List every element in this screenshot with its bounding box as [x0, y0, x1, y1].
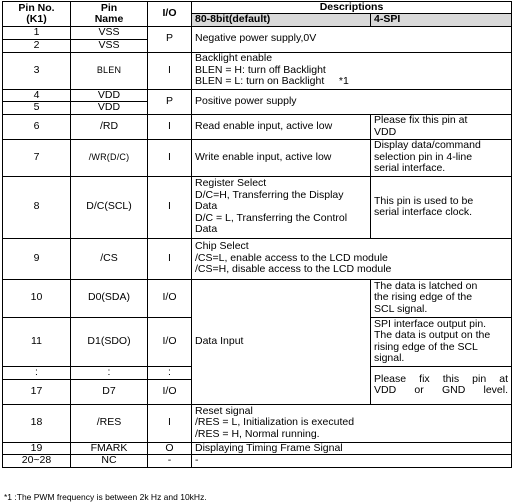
table-row — [3, 139, 512, 176]
pin-name: D/C(SCL) — [71, 176, 148, 238]
pin-name: D0(SDA) — [71, 279, 148, 317]
desc-line: Register Select — [195, 177, 267, 190]
pin-no: 6 — [3, 114, 71, 139]
table-row — [3, 279, 512, 317]
desc-line: Reset signal — [195, 404, 253, 417]
pin-io: P — [148, 26, 192, 52]
pin-no: 17 — [3, 379, 71, 404]
pin-name-header-text: Pin — [100, 1, 118, 14]
descriptions-header: Descriptions — [192, 2, 512, 14]
spi-line: selection pin in 4-line — [374, 150, 473, 163]
pin-io: P — [148, 89, 192, 114]
pin-io: I/O — [148, 379, 192, 404]
table-row — [3, 404, 512, 442]
pin-no: 19 — [3, 442, 71, 455]
pin-desc: Positive power supply — [192, 89, 512, 114]
desc-line: Chip Select — [195, 240, 249, 253]
pin-desc — [192, 52, 512, 89]
pin-no: : — [3, 366, 71, 379]
pin-no: 4 — [3, 89, 71, 102]
pin-spi — [371, 176, 512, 238]
table-row — [3, 52, 512, 89]
col-8080-header: 80-8bit(default) — [192, 14, 371, 27]
data-input-desc: Data Input — [192, 279, 371, 404]
pin-desc — [192, 176, 371, 238]
col-4spi-header: 4-SPI — [371, 14, 512, 27]
pin-name: BLEN — [71, 52, 148, 89]
table-row — [3, 455, 512, 468]
pin-name: /RES — [71, 404, 148, 442]
desc-line: Data — [195, 223, 218, 236]
pin-desc: - — [192, 455, 512, 468]
pin-name: /CS — [71, 238, 148, 279]
pin-name: VDD — [71, 102, 148, 115]
pin-name: VSS — [71, 26, 148, 39]
pin-io: I/O — [148, 279, 192, 317]
pin-io: I — [148, 238, 192, 279]
pin-spi — [371, 279, 512, 317]
desc-line: /RES = H, Normal running. — [195, 427, 320, 440]
spi-line: SPI interface output pin. — [374, 317, 487, 330]
desc-line: /CS=H, disable access to the LCD module — [195, 263, 392, 276]
pin-no: 2 — [3, 39, 71, 52]
desc-line: D/C = L, Transferring the Control — [195, 211, 348, 224]
pin-no: 7 — [3, 139, 71, 176]
spi-line: The data is output on the — [374, 329, 491, 341]
pin-name: /WR(D/C) — [71, 139, 148, 176]
pin-no: 20~28 — [3, 455, 71, 468]
pin-name: D7 — [71, 379, 148, 404]
io-header: I/O — [148, 2, 192, 27]
spi-line: Please fix this pin at — [374, 114, 468, 126]
desc-line: Data — [195, 200, 218, 213]
pin-name: FMARK — [71, 442, 148, 455]
table-row — [3, 442, 512, 455]
pin-io: O — [148, 442, 192, 455]
pin-no: 5 — [3, 102, 71, 115]
pin-io: - — [148, 455, 192, 468]
table-row — [3, 114, 512, 139]
pin-desc — [192, 404, 512, 442]
pin-io: I — [148, 139, 192, 176]
desc-line: /CS=L, enable access to the LCD module — [195, 251, 388, 264]
pin-desc — [192, 238, 512, 279]
pin-name: NC — [71, 455, 148, 468]
pin-io: I — [148, 404, 192, 442]
pin-no: 1 — [3, 26, 71, 39]
pin-no-header-text: Pin No. — [18, 1, 55, 14]
table-row — [3, 26, 512, 39]
pin-no: 8 — [3, 176, 71, 238]
pin-no: 10 — [3, 279, 71, 317]
spi-line: serial interface clock. — [374, 206, 473, 218]
pin-name-header — [71, 2, 148, 27]
pin-no: 11 — [3, 317, 71, 366]
table-row — [3, 89, 512, 102]
pin-no-header — [3, 2, 71, 27]
desc-line: /RES = L, Initialization is executed — [195, 416, 355, 429]
desc-line: D/C=H, Transferring the Display — [195, 188, 344, 201]
spi-line: The data is latched on — [374, 279, 478, 292]
spi-line: the rising edge of the — [374, 291, 473, 304]
table-row — [3, 238, 512, 279]
spi-line: SCL signal. — [374, 302, 428, 315]
pin-desc: Negative power supply,0V — [192, 26, 512, 52]
desc-line: BLEN = H: turn off Backlight — [195, 63, 326, 76]
desc-line: BLEN = L: turn on Backlight *1 — [195, 75, 349, 88]
pin-spi — [371, 366, 512, 404]
pin-name: D1(SDO) — [71, 317, 148, 366]
pin-spi — [371, 139, 512, 176]
pin-no-header-sub: (K1) — [26, 12, 47, 25]
header-row — [3, 2, 512, 14]
pin-name: : — [71, 366, 148, 379]
spi-line: This pin is used to be — [374, 194, 474, 207]
pin-io: I — [148, 176, 192, 238]
spi-line: VDD or GND level. — [374, 384, 509, 396]
pin-io: I — [148, 52, 192, 89]
pin-spi — [371, 114, 512, 139]
pin-desc: Write enable input, active low — [192, 139, 371, 176]
desc-line: Backlight enable — [195, 52, 273, 65]
pin-io: I/O — [148, 317, 192, 366]
pin-desc: Read enable input, active low — [192, 114, 371, 139]
footnote: *1 :The PWM frequency is between 2k Hz and 10kHz. — [4, 492, 207, 502]
spi-line: rising edge of the SCL — [374, 340, 478, 353]
pin-table — [2, 1, 512, 468]
pin-name: /RD — [71, 114, 148, 139]
spi-line: VDD — [374, 125, 397, 138]
spi-line: serial interface. — [374, 162, 446, 175]
pin-name: VDD — [71, 89, 148, 102]
pin-io: I — [148, 114, 192, 139]
pin-desc: Displaying Timing Frame Signal — [192, 442, 512, 455]
pin-no: 3 — [3, 52, 71, 89]
pin-name: VSS — [71, 39, 148, 52]
spi-line: Display data/command — [374, 139, 481, 152]
pin-no: 18 — [3, 404, 71, 442]
pin-spi — [371, 317, 512, 366]
pin-no: 9 — [3, 238, 71, 279]
table-row — [3, 176, 512, 238]
spi-line: Please fix this pin at — [374, 372, 509, 385]
pin-name-header-sub: Name — [94, 12, 124, 25]
spi-line: signal. — [374, 352, 405, 364]
pin-io: : — [148, 366, 192, 379]
